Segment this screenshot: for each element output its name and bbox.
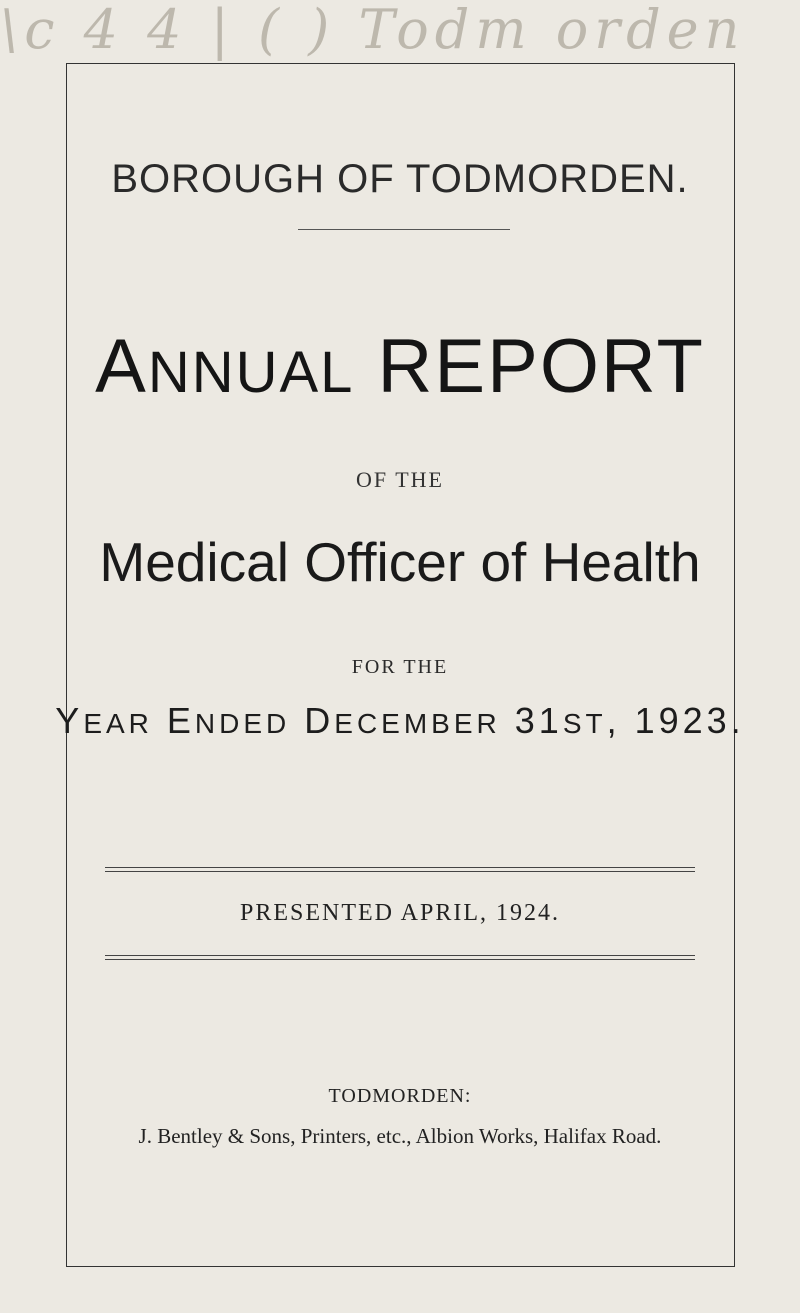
handwritten-catalog-mark: \c 4 4 | ( ) Todm orden: [0, 0, 746, 61]
year-initial: Y: [55, 700, 84, 741]
year-value: , 1923.: [606, 700, 745, 741]
imprint-town: TODMORDEN:: [328, 1085, 472, 1107]
double-rule-bottom: [105, 955, 695, 960]
for-the-text: FOR THE: [351, 656, 449, 678]
of-the-text: OF THE: [356, 467, 444, 492]
short-rule: [298, 229, 510, 230]
day-number: 31: [514, 700, 563, 741]
year-rest: EAR: [83, 708, 153, 739]
double-rule-top: [105, 867, 695, 872]
presented-date: PRESENTED APRIL, 1924.: [239, 900, 561, 926]
year-ended-line: [0, 700, 800, 742]
december-rest: ECEMBER: [334, 708, 501, 739]
imprint-printer: J. Bentley & Sons, Printers, etc., Albion Works, Halifax Road.: [138, 1124, 662, 1148]
annual-initial: A: [95, 324, 148, 409]
day-suffix: ST: [562, 708, 607, 739]
officer-title: Medical Officer of Health: [99, 531, 701, 593]
report-word: REPORT: [377, 324, 705, 409]
borough-heading: BOROUGH OF TODMORDEN.: [111, 157, 689, 201]
ended-rest: NDED: [194, 708, 291, 739]
annual-report-title: [0, 323, 800, 410]
annual-rest: NNUAL: [147, 340, 355, 405]
ended-initial: E: [166, 700, 195, 741]
december-initial: D: [304, 700, 335, 741]
